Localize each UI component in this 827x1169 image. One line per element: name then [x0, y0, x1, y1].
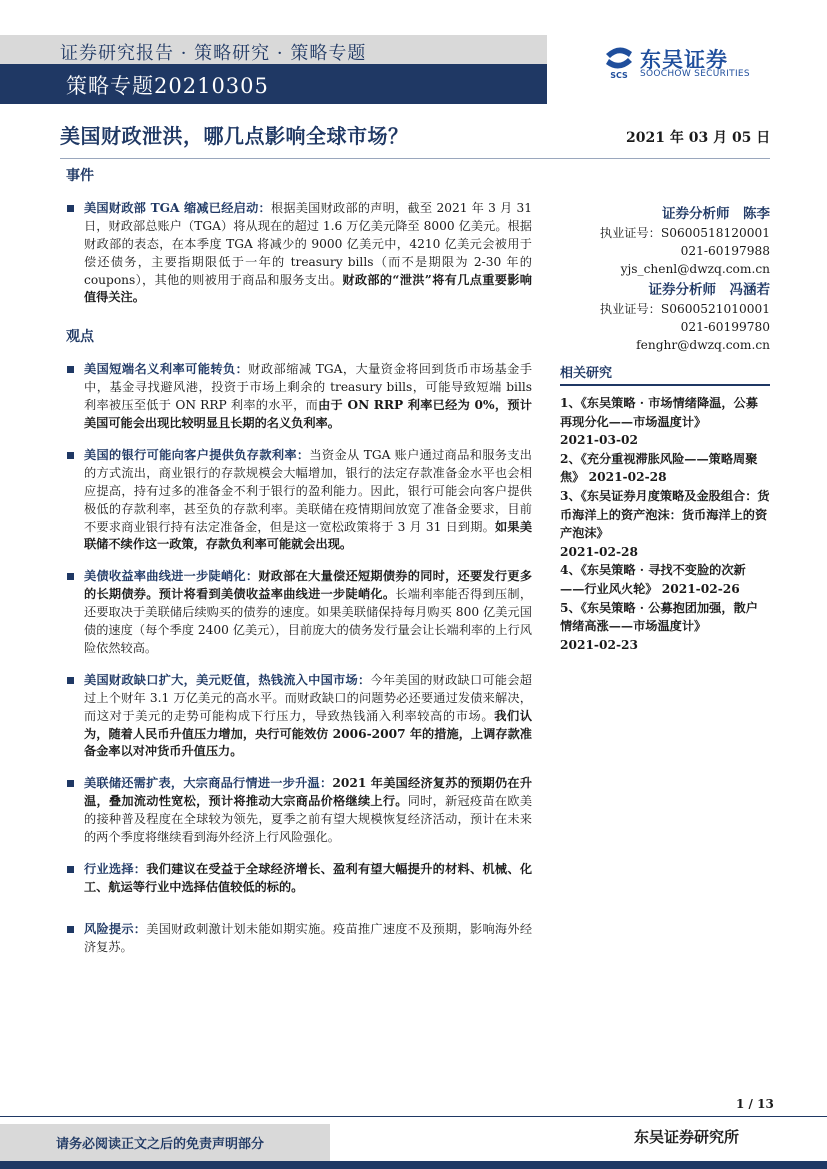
view-item-label: 美国财政缺口扩大，美元贬值，热钱流入中国市场： — [84, 672, 371, 687]
analyst-name: 证券分析师 冯涵若 — [648, 282, 770, 298]
report-id: 策略专题20210305 — [66, 74, 269, 98]
bullet-square-icon — [67, 677, 74, 684]
soochow-logo-icon — [602, 44, 636, 80]
analyst-panel — [560, 204, 770, 354]
view-item-tail: 同时，新冠疫苗在欧美的接种普及程度在全球较为领先，夏季之前有望大规模恢复经济活动，预计在未来的两个季度将继续看到海外经济上行风险强化。 — [84, 794, 533, 845]
related-item[interactable] — [560, 394, 770, 450]
main-content — [66, 168, 532, 971]
header-id-band — [0, 64, 547, 104]
title-divider — [60, 158, 770, 159]
related-item-date: 2021-02-26 — [661, 581, 740, 596]
view-heading: 观点 — [66, 329, 94, 346]
event-text: 根据美国财政部的声明，截至 2021 年 3 月 31 日，财政部总账户（TGA）将从现在的超过 1.6 万亿美元降至 8000 亿美元。根据财政部的表态，在本季度 TGA 将减少的 9000 亿美元中，4210 亿美元会被用于偿还债务，主要指期限低于一年的 treasury bills（而不是期限为 2-30 年的 coupons），其他的则被用于商品和服务支出。 — [84, 200, 532, 287]
footer-disclaimer-band — [0, 1124, 330, 1161]
view-item — [66, 361, 532, 433]
analyst-phone: 021-60199780 — [680, 320, 770, 334]
related-item-title: 1、《东吴策略 · 市场情绪降温，公募再现分化——市场温度计》 — [560, 396, 758, 429]
related-item[interactable] — [560, 450, 770, 487]
bullet-square-icon — [67, 366, 74, 373]
analyst-card — [560, 204, 770, 278]
footer-divider — [0, 1116, 827, 1117]
view-item — [66, 775, 532, 847]
related-item-date: 2021-02-28 — [560, 544, 638, 559]
bullet-square-icon — [67, 452, 74, 459]
view-item-label: 美国的银行可能向客户提供负存款利率： — [84, 447, 310, 462]
view-item-label: 美国短端名义利率可能转负： — [84, 362, 249, 377]
risk-label: 风险提示： — [84, 921, 147, 936]
related-item[interactable] — [560, 599, 770, 655]
bullet-square-icon — [67, 573, 74, 580]
view-item-bold: 由于 ON RRP 利率已经为 0%，预计美国可能会出现比较明显且长期的名义负利率。 — [84, 398, 532, 430]
related-research — [560, 362, 770, 654]
related-item-title: 3、《东吴证券月度策略及金股组合：货币海洋上的资产泡沫：货币海洋上的资产泡沫》 — [560, 488, 770, 541]
related-item-title: 5、《东吴策略 · 公募抱团加强，散户情绪高涨——市场温度计》 — [560, 600, 758, 634]
event-label: 美国财政部 TGA 缩减已经启动： — [84, 200, 271, 215]
event-bold: 财政部的“泄洪”将有几点重要影响值得关注。 — [84, 272, 532, 305]
risk-item — [66, 921, 532, 957]
analyst-license: 执业证号：S0600521010001 — [599, 302, 770, 316]
analyst-card — [560, 280, 770, 354]
view-item-text: 财政部缩减 TGA，大量资金将回到货币市场基金手中，基金寻找避风港，投资于市场上剩余的 treasury bills，可能导致短端 bills 利率被压至低于 ON RRP 利率的水平，而 — [84, 362, 533, 413]
bullet-square-icon — [67, 866, 74, 873]
related-item-title: 4、《东吴策略 · 寻找不变脸的次新——行业风火轮》 — [560, 563, 746, 596]
view-item-bold: 我们认为，随着人民币升值压力增加，央行可能效仿 2006-2007 年的措施，上调存款准备金率以对冲货币升值压力。 — [84, 708, 533, 759]
view-item-bold: 2021 年美国经济复苏的预期仍在升温，叠加流动性宽松，预计将推动大宗商品价格继续上行。 — [84, 776, 533, 809]
analyst-email[interactable]: fenghr@dwzq.com.cn — [636, 338, 770, 352]
related-item-date: 2021-02-23 — [560, 637, 638, 652]
view-item-text: 当资金从 TGA 账户通过商品和服务支出的方式流出，商业银行的存款规模会大幅增加，银行的法定存款准备金水平也会相应提高，持有过多的准备金不利于银行的盈利能力。因此，银行可能会向客户提供极低的存款利率，甚至负的存款利率。美联储在疫情期间放宽了准备金要求，目前不要求商业银行持有法定准备金，但是这一宽松政策将于 3 月 31 日到期。 — [84, 447, 532, 534]
footer-disclaimer[interactable]: 请务必阅读正文之后的免责声明部分 — [56, 1137, 265, 1152]
view-item-bold: 我们建议在受益于全球经济增长、盈利有望大幅提升的材料、机械、化工、航运等行业中选择估值较低的标的。 — [84, 862, 533, 894]
page-number: 1 / 13 — [736, 1097, 774, 1111]
view-item-bold: 财政部在大量偿还短期债券的同时，还要发行更多的长期债券。预计将看到美债收益率曲线进一步陡峭化。 — [84, 569, 533, 602]
related-item[interactable] — [560, 487, 770, 561]
analyst-phone: 021-60197988 — [680, 244, 770, 258]
bullet-square-icon — [67, 205, 74, 212]
page-title: 美国财政泄洪，哪几点影响全球市场？ — [60, 124, 409, 148]
related-item-title: 2、《充分重视滞胀风险——策略周聚焦》 — [560, 451, 758, 485]
bullet-square-icon — [67, 780, 74, 787]
logo-cn: 东吴证券 — [640, 48, 728, 72]
logo-mark-text: SCS — [610, 71, 628, 80]
view-item — [66, 861, 532, 897]
analyst-email[interactable]: yjs_chenl@dwzq.com.cn — [620, 262, 770, 276]
report-date: 2021 年 03 月 05 日 — [626, 130, 771, 146]
related-item-date: 2021-03-02 — [560, 433, 638, 448]
view-item-label: 美债收益率曲线进一步陡峭化： — [84, 569, 259, 584]
view-item-tail: 长端利率能否得到压制，还要取决于美联储后续购买的债券的速度。如果美联储保持每月购买 800 亿美元国债的速度（每个季度 2400 亿美元），目前庞大的债务发行量会让长端利率的上行风险依然较高。 — [84, 587, 533, 655]
related-item-date: 2021-02-28 — [588, 470, 667, 485]
view-item-bold: 如果美联储不续作这一政策，存款负利率可能就会出现。 — [84, 519, 533, 552]
risk-text: 美国财政刺激计划未能如期实施。疫苗推广速度不及预期，影响海外经济复苏。 — [84, 921, 533, 954]
view-item-text: 今年美国的财政缺口可能会超过上个财年 3.1 万亿美元的高水平。而财政缺口的问题势必还要通过发债来解决，而这对于美元的走势可能构成下行压力，导致热钱涌入利率较高的市场。 — [84, 672, 532, 723]
analyst-license: 执业证号：S0600518120001 — [599, 226, 770, 240]
event-heading: 事件 — [66, 168, 94, 184]
view-item-label: 美联储还需扩表，大宗商品行情进一步升温： — [84, 776, 333, 791]
footer-bar — [0, 1161, 827, 1169]
report-series: 证券研究报告 · 策略研究 · 策略专题 — [60, 43, 367, 64]
view-item — [66, 672, 532, 762]
related-heading: 相关研究 — [560, 362, 770, 386]
logo-en: SOOCHOW SECURITIES — [640, 69, 750, 79]
event-paragraph — [66, 200, 532, 307]
bullet-square-icon — [67, 926, 74, 933]
company-logo — [602, 44, 772, 84]
header-series-band — [0, 35, 547, 64]
footer-org: 东吴证券研究所 — [634, 1128, 740, 1146]
view-item — [66, 447, 532, 554]
view-item — [66, 568, 532, 658]
analyst-name: 证券分析师 陈李 — [662, 206, 770, 222]
related-item[interactable] — [560, 561, 770, 598]
view-item-label: 行业选择： — [84, 862, 147, 876]
